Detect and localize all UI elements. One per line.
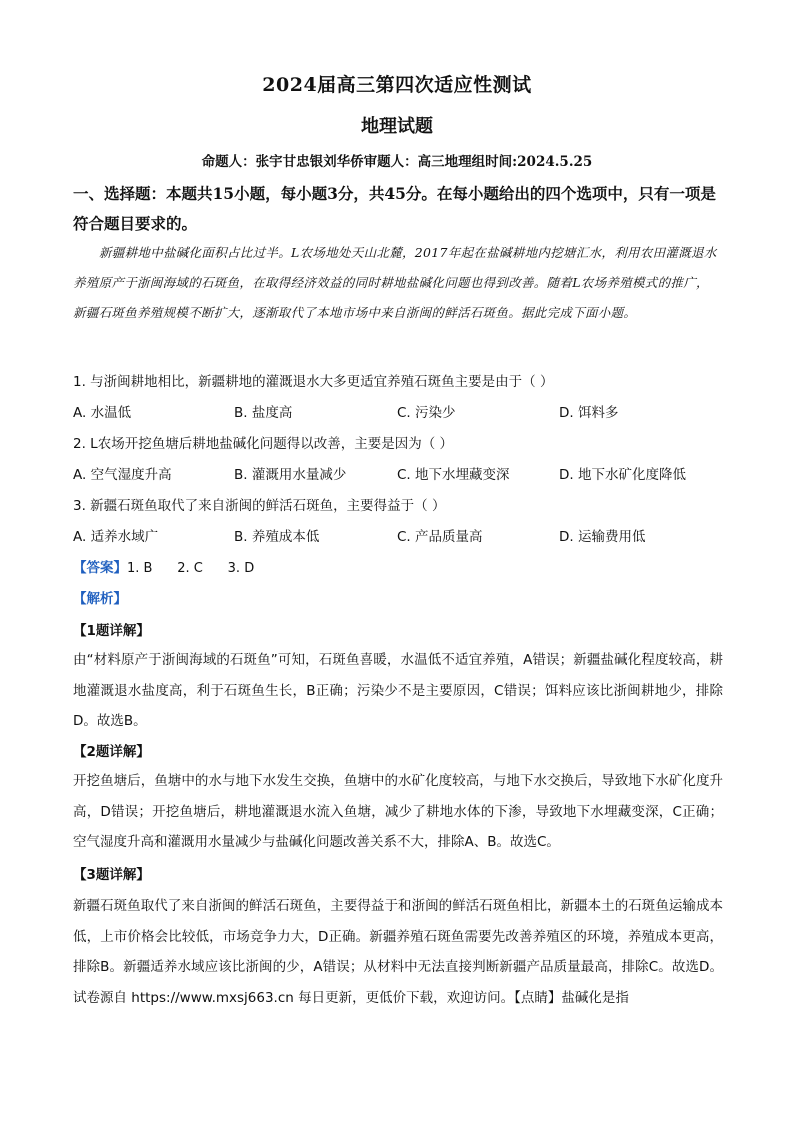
q2-option-a: A. 空气湿度升高 — [73, 467, 172, 483]
exam-title: 2024届高三第四次适应性测试 — [262, 74, 532, 96]
question-2-stem: 2. L农场开挖鱼塘后耕地盐碱化问题得以改善，主要是因为（ ） — [73, 436, 453, 452]
author-line: 命题人：张宇甘忠银刘华侨审题人：高三地理组时间:2024.5.25 — [201, 154, 593, 170]
detail-3-text: 新疆石斑鱼取代了来自浙闽的鲜活石斑鱼，主要得益于和浙闽的鲜活石斑鱼相比，新疆本土的石斑鱼运输成本低，上市价格会比较低，市场竞争力大，D正确。新疆养殖石斑鱼需要先改善养殖区的环境，养殖成本更高，排除B。新疆适养水域应该比浙闽的少，A错误；从材料中无法直接判断新疆产品质量最高，排除C。故选D。试卷源自 https://www.mxsj663.cn 每日更新，更低价下载，欢迎访问。【点睛】盐碱化是指 — [73, 898, 723, 1006]
q2-option-c: C. 地下水埋藏变深 — [397, 467, 510, 483]
detail-2-heading: 【2题详解】 — [73, 744, 150, 760]
subject-title: 地理试题 — [361, 116, 433, 137]
question-3-stem: 3. 新疆石斑鱼取代了来自浙闽的鲜活石斑鱼，主要得益于（ ） — [73, 498, 446, 514]
detail-2-text: 开挖鱼塘后，鱼塘中的水与地下水发生交换，鱼塘中的水矿化度较高，与地下水交换后，导致地下水矿化度升高，D错误；开挖鱼塘后，耕地灌溉退水流入鱼塘，减少了耕地水体的下渗，导致地下水埋藏变深，C正确；空气湿度升高和灌溉用水量减少与盐碱化问题改善关系不大，排除A、B。故选C。 — [73, 773, 723, 850]
answer-label: 【答案】 — [73, 560, 127, 576]
q1-option-b: B. 盐度高 — [234, 405, 293, 421]
question-1-stem: 1. 与浙闽耕地相比，新疆耕地的灌溉退水大多更适宜养殖石斑鱼主要是由于（ ） — [73, 374, 554, 390]
reading-passage: 新疆耕地中盐碱化面积占比过半。L农场地处天山北麓，2017年起在盐碱耕地内挖塘汇水，利用农田灌溉退水养殖原产于浙闽海域的石斑鱼，在取得经济效益的同时耕地盐碱化问题也得到改善。随着L农场养殖模式的推广，新疆石斑鱼养殖规模不断扩大，逐渐取代了本地市场中来自浙闽的鲜活石斑鱼。据此完成下面小题。 — [73, 245, 717, 320]
q3-option-b: B. 养殖成本低 — [234, 529, 320, 545]
detail-3-heading: 【3题详解】 — [73, 867, 150, 883]
q1-option-d: D. 饵料多 — [559, 405, 619, 421]
q1-option-a: A. 水温低 — [73, 405, 132, 421]
analysis-line — [73, 587, 127, 607]
q2-option-d: D. 地下水矿化度降低 — [559, 467, 686, 483]
detail-1-text: 由“材料原产于浙闽海域的石斑鱼”可知，石斑鱼喜暖，水温低不适宜养殖，A错误；新疆盐碱化程度较高，耕地灌溉退水盐度高，利于石斑鱼生长，B正确；污染少不是主要原因，C错误；饵料应该比浙闽耕地少，排除D。故选B。 — [73, 652, 723, 729]
answer-line — [73, 556, 254, 576]
q2-option-b: B. 灌溉用水量减少 — [234, 467, 347, 483]
q3-option-d: D. 运输费用低 — [559, 529, 646, 545]
detail-1-heading: 【1题详解】 — [73, 623, 150, 639]
q1-option-c: C. 污染少 — [397, 405, 456, 421]
q3-option-c: C. 产品质量高 — [397, 529, 483, 545]
q3-option-a: A. 适养水域广 — [73, 529, 159, 545]
answer-values: 1. B 2. C 3. D — [127, 561, 255, 576]
analysis-label: 【解析】 — [73, 591, 127, 607]
section-intro: 一、选择题：本题共15小题，每小题3分，共45分。在每小题给出的四个选项中，只有一项是符合题目要求的。 — [73, 184, 716, 233]
